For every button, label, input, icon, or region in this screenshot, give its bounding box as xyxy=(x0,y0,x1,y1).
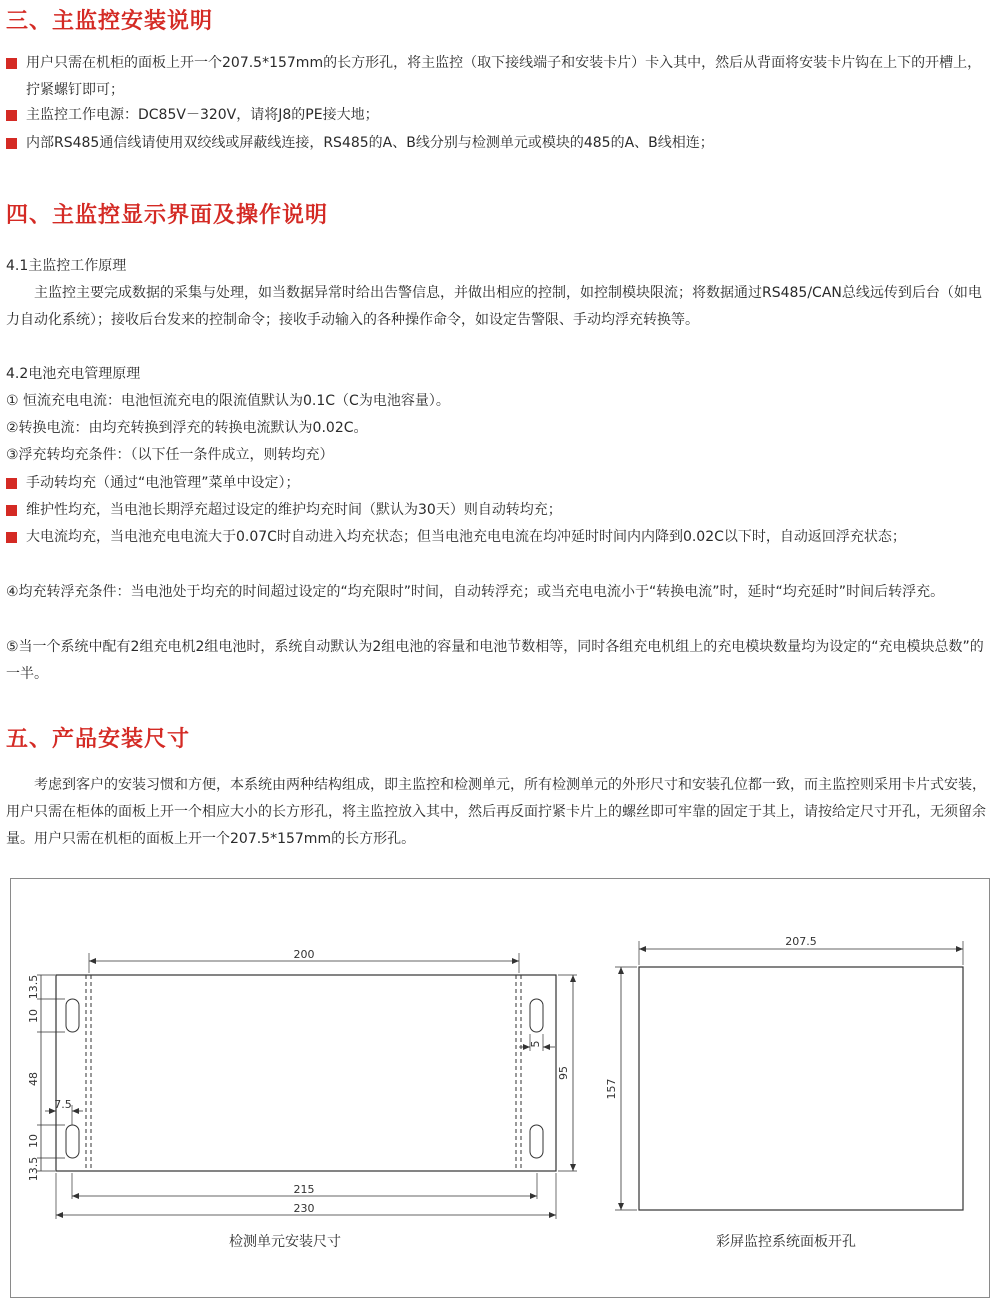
charge-line-3: ③浮充转均充条件：（以下任一条件成立，则转均充） xyxy=(6,447,334,463)
dim-label-10-top: 10 xyxy=(27,1009,40,1023)
dim-label-215: 215 xyxy=(293,1183,315,1196)
paragraph-5: 考虑到客户的安装习惯和方便，本系统由两种结构组成，即主监控和检测单元，所有检测单元的外形尺寸和安装孔位都一致，而主监控则采用卡片式安装，用户只需在柜体的面板上开一个相应大小的长方形孔，将主监控放入其中，然后再反面拧紧卡片上的螺丝即可牢靠的固定于其上，请按给定尺寸开孔，无须留余量。用户只需在机柜的面板上开一个207.5*157mm的长方形孔。 xyxy=(6,777,986,847)
red-square-bullet-icon xyxy=(6,478,17,489)
detection-unit-drawing xyxy=(37,953,577,1219)
figure-caption-left: 检测单元安装尺寸 xyxy=(229,1234,341,1250)
mounting-slot xyxy=(66,1125,79,1158)
red-square-bullet-icon xyxy=(6,505,17,516)
dim-label-157: 157 xyxy=(605,1078,618,1100)
detection-unit-plate xyxy=(56,975,556,1171)
list-item-text: 内部RS485通信线请使用双绞线或屏蔽线连接，RS485的A、B线分别与检测单元或模块的485的A、B线相连； xyxy=(26,135,714,151)
red-square-bullet-icon xyxy=(6,58,17,69)
paragraph-4-1: 主监控主要完成数据的采集与处理，如当数据异常时给出告警信息，并做出相应的控制，如控制模块限流；将数据通过RS485/CAN总线远传到后台（如电力自动化系统）；接收后台发来的控制命令；接收手动输入的各种操作命令，如设定告警限、手动均浮充转换等。 xyxy=(6,285,982,328)
list-item xyxy=(6,470,991,497)
list-item xyxy=(6,130,991,157)
list-item-text: 大电流均充，当电池充电电流大于0.07C时自动进入均充状态；但当电池充电电流在均冲延时时间内内降到0.02C以下时，自动返回浮充状态； xyxy=(26,529,906,545)
red-square-bullet-icon xyxy=(6,138,17,149)
list-item xyxy=(6,524,991,551)
list-item xyxy=(6,497,991,524)
mounting-slot xyxy=(66,999,79,1032)
list-item-text: 手动转均充（通过“电池管理”菜单中设定）； xyxy=(26,475,300,491)
charge-line-2: ②转换电流：由均充转换到浮充的转换电流默认为0.02C。 xyxy=(6,420,368,436)
dim-label-5: 5 xyxy=(529,1040,542,1048)
section-4-title: 四、主监控显示界面及操作说明 xyxy=(6,203,329,228)
dim-label-95: 95 xyxy=(557,1066,570,1080)
dim-label-200: 200 xyxy=(293,948,315,961)
list-item-text: 用户只需在机柜的面板上开一个207.5*157mm的长方形孔，将主监控（取下接线端子和安装卡片）卡入其中，然后从背面将安装卡片钩在上下的开槽上，拧紧螺钉即可； xyxy=(26,55,982,98)
red-square-bullet-icon xyxy=(6,532,17,543)
dim-label-230: 230 xyxy=(293,1202,315,1215)
charge-line-5: ⑤当一个系统中配有2组充电机2组电池时，系统自动默认为2组电池的容量和电池节数相等，同时各组充电机组上的充电模块数量均为设定的“充电模块总数”的一半。 xyxy=(6,639,984,682)
charge-line-1: ① 恒流充电电流：电池恒流充电的限流值默认为0.1C（C为电池容量）。 xyxy=(6,393,450,409)
section-5-title: 五、产品安装尺寸 xyxy=(6,727,191,752)
figure-caption-right: 彩屏监控系统面板开孔 xyxy=(716,1234,856,1250)
subsection-4-1-title: 4.1主监控工作原理 xyxy=(6,258,127,274)
dim-label-207-5: 207.5 xyxy=(785,935,817,948)
installation-dimension-figure xyxy=(10,878,990,1298)
panel-cutout-rect xyxy=(639,967,963,1210)
mounting-slot xyxy=(530,999,543,1032)
mounting-slot xyxy=(530,1125,543,1158)
dim-label-13-5-top: 13.5 xyxy=(27,974,40,1000)
list-item xyxy=(6,50,991,104)
dim-label-48: 48 xyxy=(27,1072,40,1086)
red-square-bullet-icon xyxy=(6,110,17,121)
list-item-text: 维护性均充，当电池长期浮充超过设定的维护均充时间（默认为30天）则自动转均充； xyxy=(26,502,562,518)
list-item-text: 主监控工作电源：DC85V－320V，请将J8的PE接大地； xyxy=(26,107,379,123)
dim-label-10-bot: 10 xyxy=(27,1134,40,1148)
charge-line-4: ④均充转浮充条件：当电池处于均充的时间超过设定的“均充限时”时间，自动转浮充；或当充电电流小于“转换电流”时，延时“均充延时”时间后转浮充。 xyxy=(6,584,945,600)
section-3-title: 三、主监控安装说明 xyxy=(6,9,214,34)
panel-cutout-drawing xyxy=(615,941,963,1210)
dim-label-13-5-bot: 13.5 xyxy=(27,1156,40,1182)
subsection-4-2-title: 4.2电池充电管理原理 xyxy=(6,366,141,382)
dim-label-7-5: 7.5 xyxy=(54,1098,72,1111)
list-item xyxy=(6,102,991,129)
